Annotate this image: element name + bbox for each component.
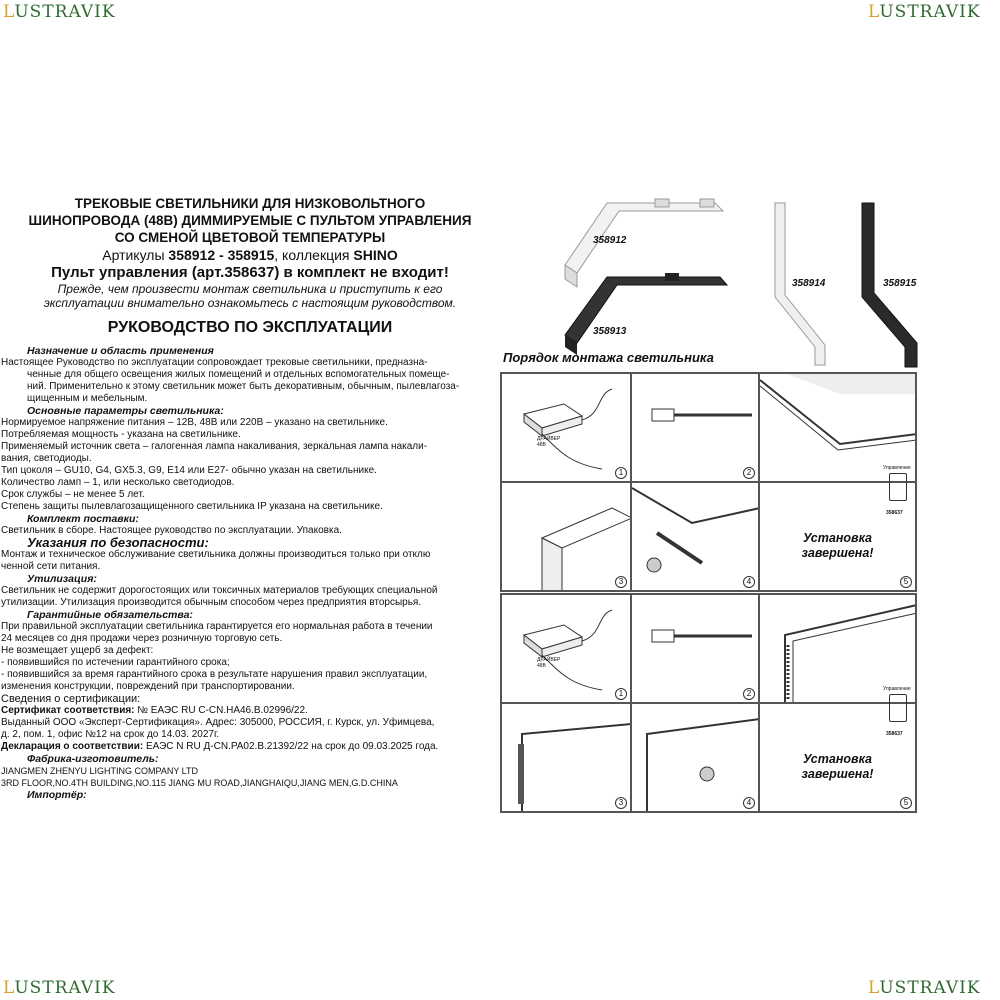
step-number-4b: 4 [743,797,755,809]
luminaire-insert-illustration-b [632,704,759,812]
remote-warning: Пульт управления (арт.358637) в комплект не входит! [51,264,449,281]
text-line: Применяемый источник света – галогенная лампа накаливания, зеркальная лампа накали- [1,441,428,452]
text-line: Нормируемое напряжение питания – 12В, 48В или 220В – указано на светильнике. [1,417,388,428]
text-line: утилизации. Утилизация производится обычным способом через предприятия вторсырья. [1,597,422,608]
step-number-3: 3 [615,576,627,588]
remote-control-icon-b [889,694,907,722]
text-line: Количество ламп – 1, или несколько светодиодов. [1,477,235,488]
installation-complete-text-b: Установка завершена! [801,752,874,781]
text-line: Выданный ООО «Эксперт-Сертификация». Адрес: 305000, РОССИЯ, г. Курск, ул. Уфимцева, [1,717,435,728]
text-line: 3RD FLOOR,NO.4TH BUILDING,NO.115 JIANG MU ROAD,JIANGHAIQU,JIANG MEN,G.D.CHINA [1,778,398,788]
note-line-2: эксплуатации внимательно ознакомьтесь с настоящим руководством. [43,296,457,310]
text-line: ченной сети питания. [1,561,101,572]
section-heading: Фабрика-изготовитель: [27,753,159,765]
text-line: - появившийся по истечении гарантийного срока; [1,657,230,668]
product-358913-image [565,273,727,355]
logo-top-left: LUSTRAVIK [3,2,116,22]
logo-bottom-right: LUSTRAVIK [868,978,981,998]
title-line-1: ТРЕКОВЫЕ СВЕТИЛЬНИКИ ДЛЯ НИЗКОВОЛЬТНОГО [74,196,426,211]
manual-title: РУКОВОДСТВО ПО ЭКСПЛУАТАЦИИ [107,319,393,336]
logo-top-right: LUSTRAVIK [868,2,981,22]
certificate-line: Сертификат соответствия: № ЕАЭС RU C-CN.HA46.B.02996/22. [1,705,308,716]
step-number-2b: 2 [743,688,755,700]
track-install-illustration [502,483,631,591]
remote-label: Управление [883,465,911,471]
remote-label-b: Управление [883,686,911,692]
section-heading: Комплект поставки: [27,513,139,525]
mounting-grid-horizontal [500,372,917,592]
product-images-horizontal [555,195,735,365]
step-1-cell-b [501,594,631,703]
remote-control-icon [889,473,907,501]
text-line: Светильник не содержит дорогостоящих или токсичных материалов требующих специальной [1,585,438,596]
text-line: Потребляемая мощность - указана на светильнике. [1,429,241,440]
step-2-cell [631,373,759,482]
logo-bottom-left: LUSTRAVIK [3,978,116,998]
product-label-358914: 358914 [792,278,826,289]
text-line: вания, светодиоды. [1,453,92,464]
step-number-3b: 3 [615,797,627,809]
product-label-358913: 358913 [593,326,627,337]
product-358912-image [565,199,723,287]
declaration-line: Декларация о соответствии: ЕАЭС N RU Д-CN.PA02.B.21392/22 на срок до 09.03.2025 года. [1,741,439,752]
text-line: ний. Применительно к этому светильник может быть декоративным, обычным, пылевлагоза- [27,381,460,392]
note-line-1: Прежде, чем произвести монтаж светильника и приступить к его [57,282,443,296]
connector-illustration [632,374,759,482]
section-heading: Указания по безопасности: [27,535,209,550]
text-line: Сведения о сертификации: [1,693,141,705]
mounting-title: Порядок монтажа светильника [503,350,714,365]
manual-body [1,345,497,801]
product-label-358915: 358915 [883,278,917,289]
step-number-2: 2 [743,467,755,479]
text-line: Светильник в сборе. Настоящее руководство по эксплуатации. Упаковка. [1,525,342,536]
text-line: д. 2, пом. 1, офис №12 на срок до 14.03. 2027г. [1,729,220,740]
text-line: щищенным и мебельным. [27,393,148,404]
step-number-5: 5 [900,576,912,588]
step-number-5b: 5 [900,797,912,809]
driver-label: ДРАЙВЕР 48В [537,436,561,448]
step-3-cell-b [501,703,631,812]
step-number-1b: 1 [615,688,627,700]
step-number-4: 4 [743,576,755,588]
section-heading: Импортёр: [27,789,87,801]
text-line: Тип цоколя – GU10, G4, GX5.3, G9, E14 или E27- обычно указан на светильнике. [1,465,377,476]
step-1-cell [501,373,631,482]
text-line: 24 месяцев со дня продажи через розничную торговую сеть. [1,633,283,644]
text-line: ченные для общего освещения жилых помещений и отдельных вспомогательных помеще- [27,369,450,380]
text-line: Степень защиты пылевлагозащищенного светильника IP указана на светильнике. [1,501,383,512]
remote-article-b: 358637 [886,731,903,737]
installation-complete-text: Установка завершена! [801,531,874,560]
text-line: - появившийся за время гарантийного срока в результате нарушения правил эксплуатации, [1,669,428,680]
document-header [0,195,500,338]
track-install-illustration-b [502,704,631,812]
step-2-cell-b [631,594,759,703]
mounting-grid-vertical [500,593,917,813]
text-line: JIANGMEN ZHENYU LIGHTING COMPANY LTD [1,766,199,776]
section-heading: Основные параметры светильника: [27,405,224,417]
text-line: Монтаж и техническое обслуживание светильника должны производиться только при отклю [1,549,431,560]
driver-wiring-illustration-b [502,595,631,703]
section-heading: Гарантийные обязательства: [27,609,193,621]
connector-illustration-b [632,595,759,703]
title-line-3: СО СМЕНОЙ ЦВЕТОВОЙ ТЕМПЕРАТУРЫ [114,230,386,245]
step-number-1: 1 [615,467,627,479]
text-line: изменения конструкции, повреждений при транспортировании. [1,681,295,692]
title-line-2: ШИНОПРОВОДА (48В) ДИММИРУЕМЫЕ С ПУЛЬТОМ УПРАВЛЕНИЯ [28,213,472,228]
text-line: Не возмещает ущерб за дефект: [1,645,154,656]
section-heading: Назначение и область применения [27,345,214,357]
driver-wiring-illustration [502,374,631,482]
text-line: Срок службы – не менее 5 лет. [1,489,145,500]
text-line: Настоящее Руководство по эксплуатации сопровождает трековые светильники, предназна- [1,357,428,368]
step-4-cell-b [631,703,759,812]
articles-line: Артикулы 358912 - 358915, коллекция SHINO [102,247,398,263]
product-label-358912: 358912 [593,235,627,246]
section-heading: Утилизация: [27,573,97,585]
step-4-cell [631,482,759,591]
luminaire-insert-illustration [632,483,759,591]
step-3-cell [501,482,631,591]
remote-article: 358637 [886,510,903,516]
text-line: При правильной эксплуатации светильника гарантируется его нормальная работа в течении [1,621,433,632]
driver-label-b: ДРАЙВЕР 48В [537,657,561,669]
